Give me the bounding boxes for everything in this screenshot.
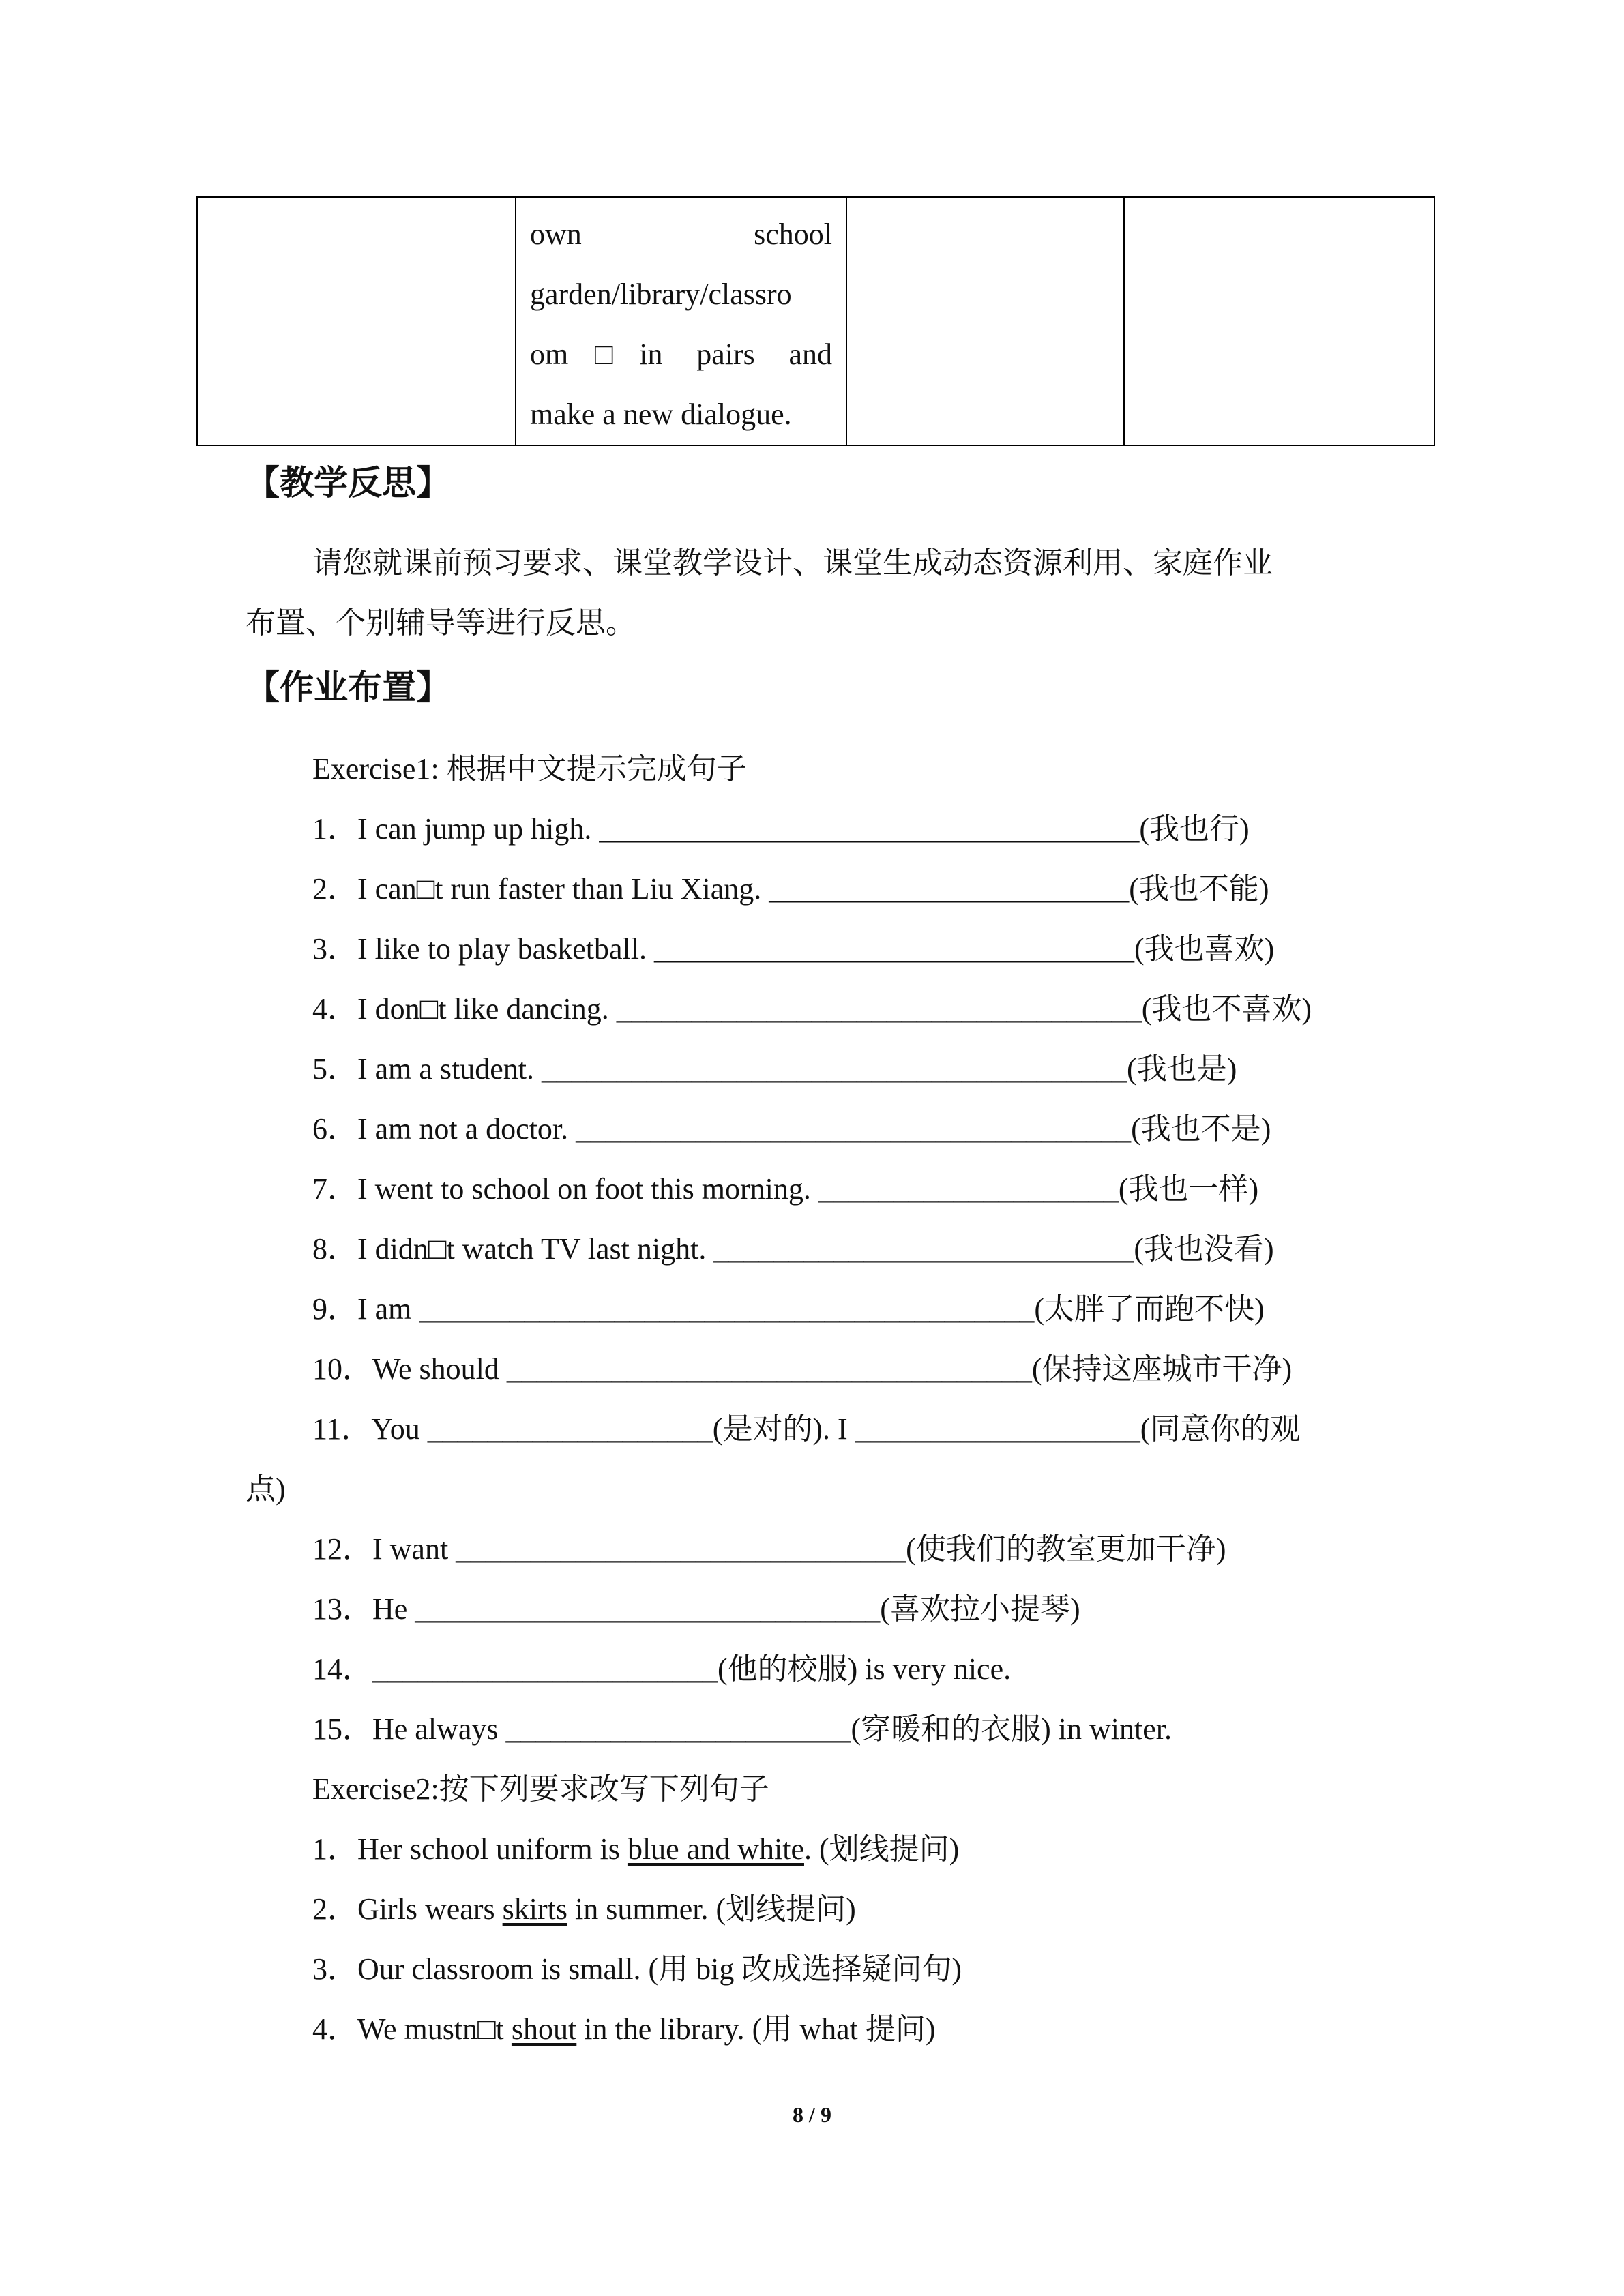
- ex2-item-2-text: 2．Girls wears: [312, 1892, 503, 1926]
- ex2-item-3-text: 3．Our classroom is small. (用 big 改成选择疑问句): [312, 1952, 962, 1986]
- reflection-line-2: 布置、个别辅导等进行反思。: [246, 606, 636, 640]
- ex1-item-8: 8．I didn□t watch TV last night. ____________________________(我也没看): [312, 1232, 1274, 1266]
- ex2-item-1-text: 1．Her school uniform is: [312, 1832, 628, 1866]
- ex1-item-15: 15．He always _______________________(穿暖和的衣服) in winter.: [312, 1712, 1172, 1746]
- ex2-item-2-suffix: in summer. (划线提问): [567, 1892, 856, 1926]
- ex1-item-3: 3．I like to play basketball. ________________________________(我也喜欢): [312, 932, 1275, 966]
- ex2-item-4-suffix: in the library. (用 what 提问): [576, 2012, 936, 2046]
- ex2-item-4: [312, 2009, 936, 2050]
- ex1-item-2: 2．I can□t run faster than Liu Xiang. ________________________(我也不能): [312, 872, 1269, 906]
- ex1-item-12: 12．I want ______________________________(使我们的教室更加干净): [312, 1532, 1226, 1566]
- ex1-item-6: 6．I am not a doctor. _____________________________________(我也不是): [312, 1112, 1271, 1146]
- exercise1-title: Exercise1: 根据中文提示完成句子: [312, 752, 747, 786]
- ex2-item-3: [312, 1949, 962, 1990]
- table-cell-line: garden/library/classro: [530, 278, 792, 311]
- ex1-item-11: 11．You ___________________(是对的). I ___________________(同意你的观: [312, 1412, 1301, 1446]
- table-cell-activity: [516, 197, 846, 445]
- lesson-table-fragment: [196, 196, 1435, 446]
- ex1-item-5: 5．I am a student. _______________________________________(我也是): [312, 1052, 1237, 1086]
- page-number: 8 / 9: [793, 2102, 831, 2127]
- exercise2-title: Exercise2:按下列要求改写下列句子: [312, 1772, 769, 1806]
- ex2-item-1-underlined: blue and white: [627, 1832, 804, 1866]
- ex2-item-4-underlined: shout: [511, 2012, 577, 2046]
- table-cell-line: om□in pairs and: [530, 338, 832, 371]
- table-cell-empty-1: [197, 197, 516, 445]
- ex1-item-13: 13．He _______________________________(喜欢拉小提琴): [312, 1592, 1080, 1626]
- ex2-item-1-suffix: . (划线提问): [803, 1832, 960, 1866]
- ex2-item-2: [312, 1889, 856, 1930]
- table-cell-empty-4: [1124, 197, 1434, 445]
- ex1-item-1: 1．I can jump up high. ____________________________________(我也行): [312, 812, 1250, 846]
- ex1-item-11-continued: 点): [246, 1472, 286, 1506]
- ex1-item-4: 4．I don□t like dancing. ___________________________________(我也不喜欢): [312, 992, 1312, 1026]
- reflection-line-1: 请您就课前预习要求、课堂教学设计、课堂生成动态资源利用、家庭作业: [312, 546, 1273, 580]
- ex2-item-1: [312, 1829, 959, 1870]
- reflection-heading: 【教学反思】: [246, 463, 450, 503]
- homework-heading: 【作业布置】: [246, 668, 450, 707]
- table-cell-line: own school: [530, 218, 832, 251]
- table-cell-empty-3: [846, 197, 1124, 445]
- ex2-item-4-text: 4．We mustn□t: [312, 2012, 512, 2046]
- ex1-item-14: 14．_______________________(他的校服) is very nice.: [312, 1652, 1012, 1686]
- ex1-item-10: 10．We should ___________________________________(保持这座城市干净): [312, 1352, 1293, 1386]
- ex1-item-9: 9．I am _________________________________________(太胖了而跑不快): [312, 1292, 1265, 1326]
- ex2-item-2-underlined: skirts: [502, 1892, 567, 1926]
- table-cell-line: make a new dialogue.: [530, 398, 792, 431]
- ex1-item-7: 7．I went to school on foot this morning. ____________________(我也一样): [312, 1172, 1259, 1206]
